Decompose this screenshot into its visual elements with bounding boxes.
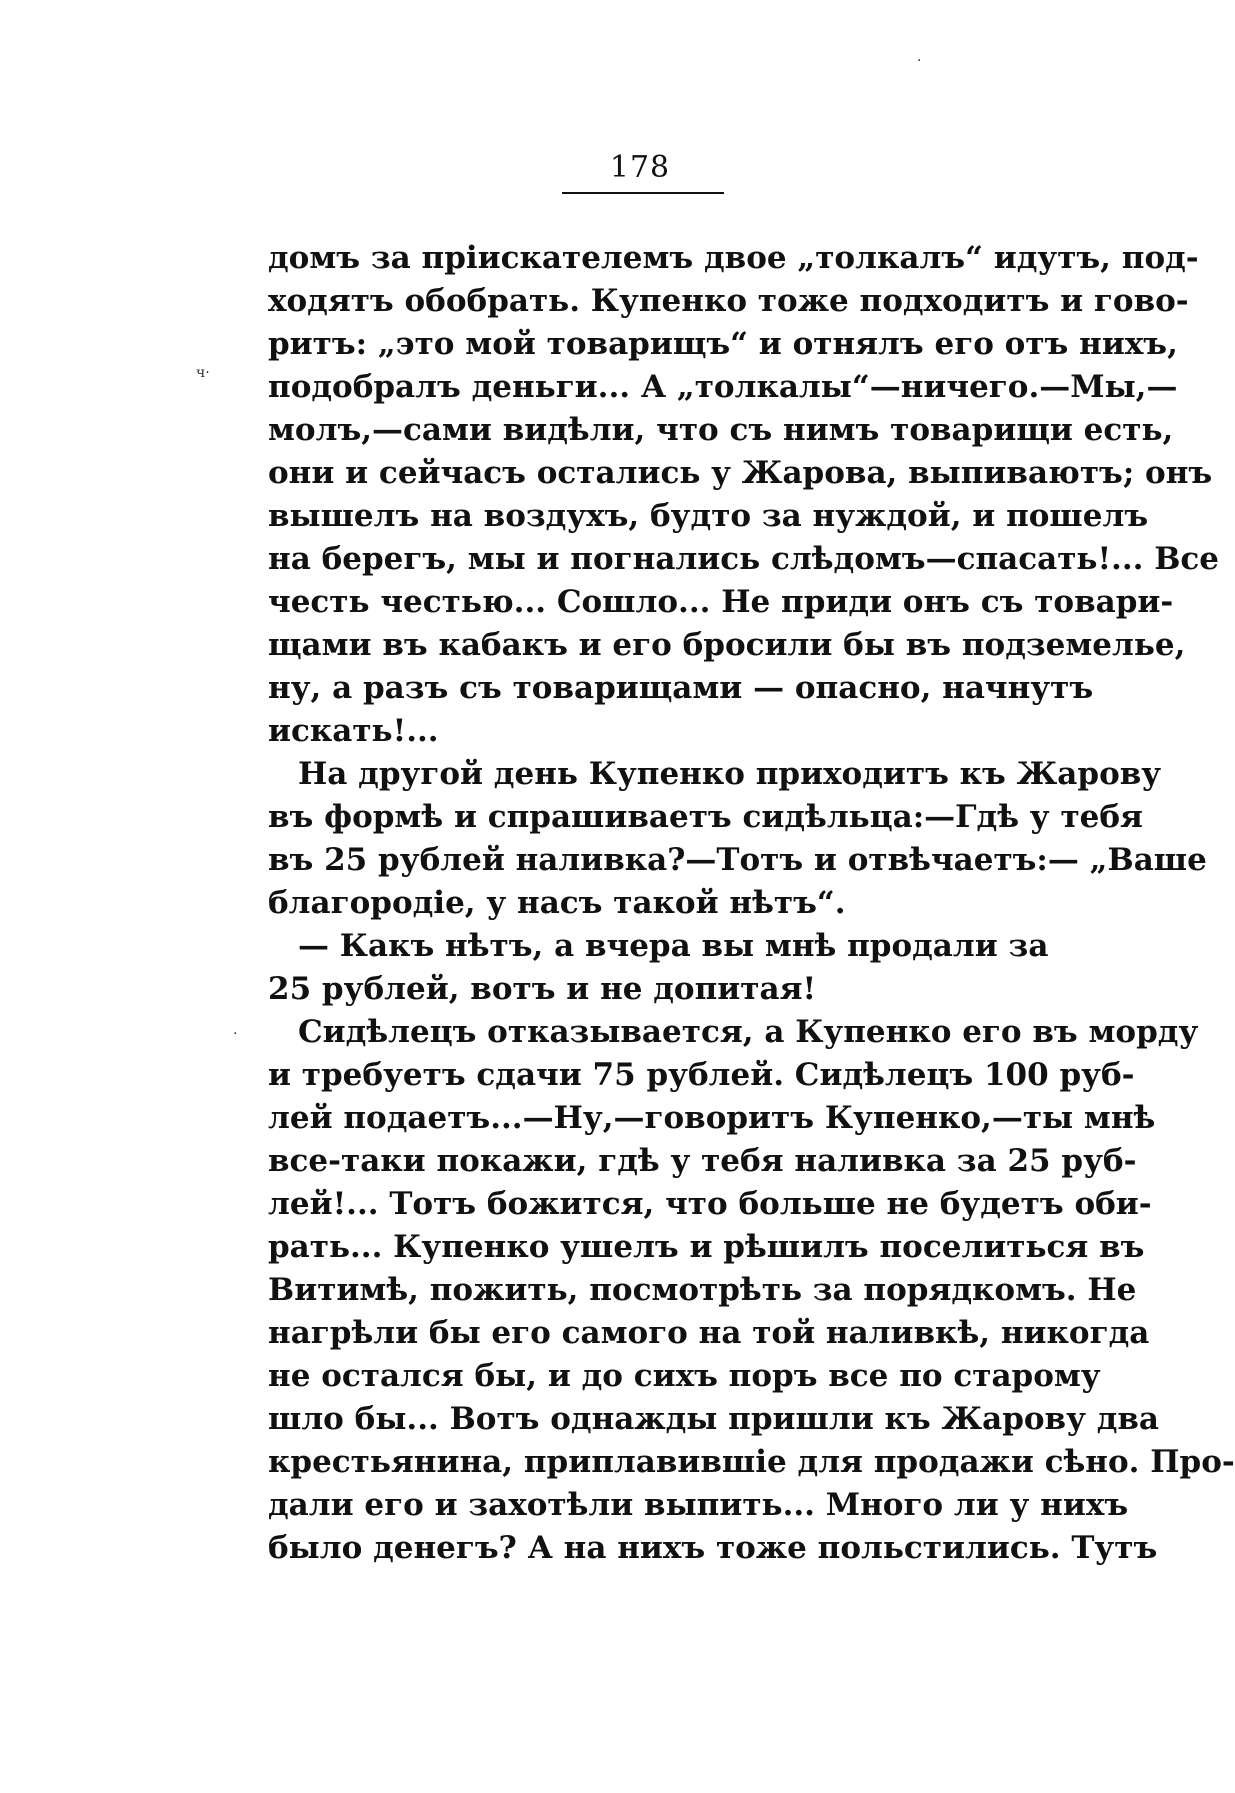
text-line: подобралъ деньги... А „толкалы“—ничего.—Мы,—	[268, 369, 1178, 405]
text-line: дали его и захотѣли выпить... Много ли у нихъ	[268, 1487, 1129, 1523]
text-line: Витимѣ, пожить, посмотрѣть за порядкомъ. Не	[268, 1272, 1137, 1308]
print-speck: ·	[917, 53, 922, 69]
page-number-rule	[562, 192, 724, 194]
text-line: лей подаетъ...—Ну,—говоритъ Купенко,—ты мнѣ	[268, 1100, 1156, 1136]
paragraph-start-line: На другой день Купенко приходитъ къ Жарову	[298, 756, 1162, 792]
text-line: на берегъ, мы и погнались слѣдомъ—спасать!... Все	[268, 541, 1220, 577]
text-line: рать... Купенко ушелъ и рѣшилъ поселиться въ	[268, 1229, 1145, 1265]
text-line: нагрѣли бы его самого на той наливкѣ, никогда	[268, 1315, 1150, 1351]
text-line: ходятъ обобрать. Купенко тоже подходитъ и гово-	[268, 283, 1189, 319]
text-line: честь честью... Сошло... Не приди онъ съ товари-	[268, 584, 1174, 620]
body-text	[268, 237, 1235, 1570]
page-number: 178	[609, 150, 671, 185]
text-line: крестьянина, приплавившіе для продажи сѣно. Про-	[268, 1444, 1235, 1480]
text-line: домъ за пріискателемъ двое „толкалъ“ идутъ, под-	[268, 240, 1199, 276]
text-line: шло бы... Вотъ однажды пришли къ Жарову два	[268, 1401, 1160, 1437]
print-speck: ·	[233, 1026, 238, 1042]
text-line: было денегъ? А на нихъ тоже польстились. Тутъ	[268, 1530, 1158, 1566]
text-line: не остался бы, и до сихъ поръ все по старому	[268, 1358, 1101, 1394]
text-line: въ формѣ и спрашиваетъ сидѣльца:—Гдѣ у тебя	[268, 799, 1143, 835]
text-line: ритъ: „это мой товарищъ“ и отнялъ его отъ нихъ,	[268, 326, 1178, 362]
paragraph-end-line: искать!...	[268, 713, 439, 749]
text-line: ну, а разъ съ товарищами — опасно, начнутъ	[268, 670, 1094, 706]
paragraph-end-line: благородіе, у насъ такой нѣтъ“.	[268, 885, 846, 921]
text-line: они и сейчасъ остались у Жарова, выпиваютъ; онъ	[268, 455, 1213, 491]
text-line: въ 25 рублей наливка?—Тотъ и отвѣчаетъ:— „Ваше	[268, 842, 1207, 878]
text-line: вышелъ на воздухъ, будто за нуждой, и пошелъ	[268, 498, 1149, 534]
paragraph-start-line: — Какъ нѣтъ, а вчера вы мнѣ продали за	[298, 928, 1049, 964]
text-line: все-таки покажи, гдѣ у тебя наливка за 25 руб-	[268, 1143, 1137, 1179]
text-line: молъ,—сами видѣли, что съ нимъ товарищи есть,	[268, 412, 1174, 448]
paragraph-end-line: 25 рублей, вотъ и не допитая!	[268, 971, 817, 1007]
text-line: и требуетъ сдачи 75 рублей. Сидѣлецъ 100 руб-	[268, 1057, 1135, 1093]
margin-mark: ч·	[196, 365, 210, 381]
paragraph-start-line: Сидѣлецъ отказывается, а Купенко его въ морду	[298, 1014, 1199, 1050]
text-line: щами въ кабакъ и его бросили бы въ подземелье,	[268, 627, 1186, 663]
text-line: лей!... Тотъ божится, что больше не будетъ оби-	[268, 1186, 1152, 1222]
